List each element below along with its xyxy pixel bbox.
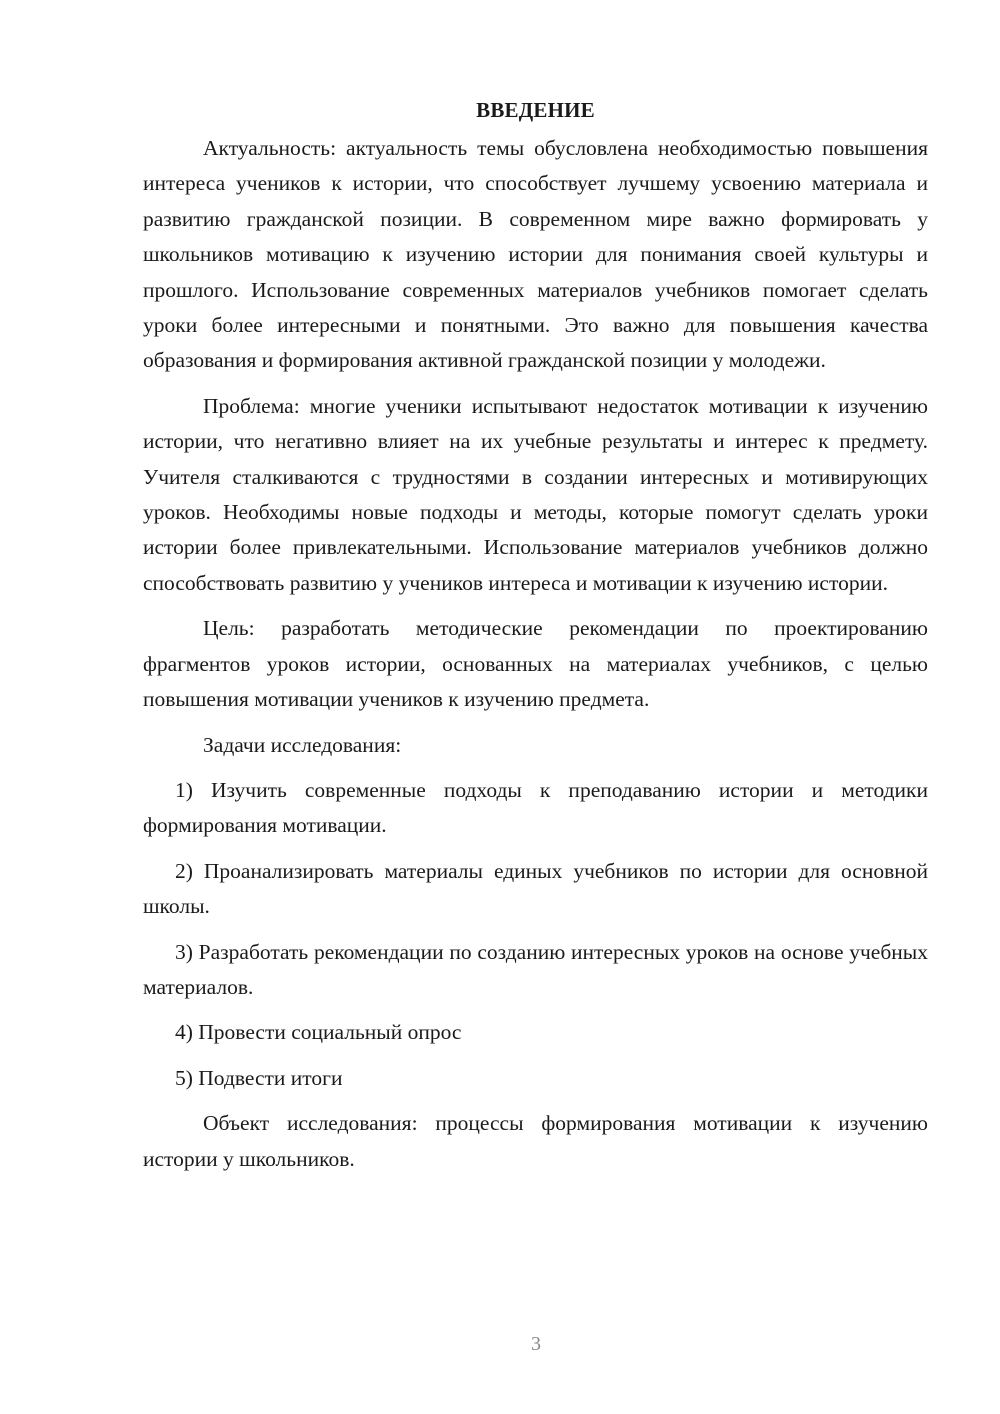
page-number: 3 [531,1333,541,1355]
document-page [143,96,928,1187]
tasks-heading: Задачи исследования: [203,732,402,757]
task-item-3: 3) Разработать рекомендации по созданию интересных уроков на основе учебных материалов. [143,939,928,999]
paragraph-relevance: Актуальность: актуальность темы обусловлена необходимостью повышения интереса учеников к истории, что способствует лучшему усвоению материала и развитию гражданской позиции. В современном мире важно формировать у школьников мотивацию к изучению истории для понимания своей культуры и прошлого. Использование современных материалов учебников помогает сделать уроки более интересными и понятными. Это важно для повышения качества образования и формирования активной гражданской позиции у молодежи. [143,136,928,373]
task-item-2: 2) Проанализировать материалы единых учебников по истории для основной школы. [143,858,928,919]
paragraph-problem: Проблема: многие ученики испытывают недостаток мотивации к изучению истории, что негативно влияет на их учебные результаты и интерес к предмету. Учителя сталкиваются с трудностями в создании интересных и мотивирующих уроков. Необходимы новые подходы и методы, которые помогут сделать уроки истории более привлекательными. Использование материалов учебников должно способствовать развитию у учеников интереса и мотивации к изучению истории. [143,393,928,595]
task-item-5: 5) Подвести итоги [175,1065,343,1090]
task-item-4: 4) Провести социальный опрос [175,1020,462,1045]
paragraph-goal: Цель: разработать методические рекомендации по проектированию фрагментов уроков истории, основанных на материалах учебников, с целью повышения мотивации учеников к изучению предмета. [143,616,928,712]
paragraph-object: Объект исследования: процессы формирования мотивации к изучению истории у школьников. [143,1111,928,1171]
document-title: ВВЕДЕНИЕ [476,98,595,122]
task-item-1: 1) Изучить современные подходы к преподаванию истории и методики формирования мотивации. [143,777,928,838]
